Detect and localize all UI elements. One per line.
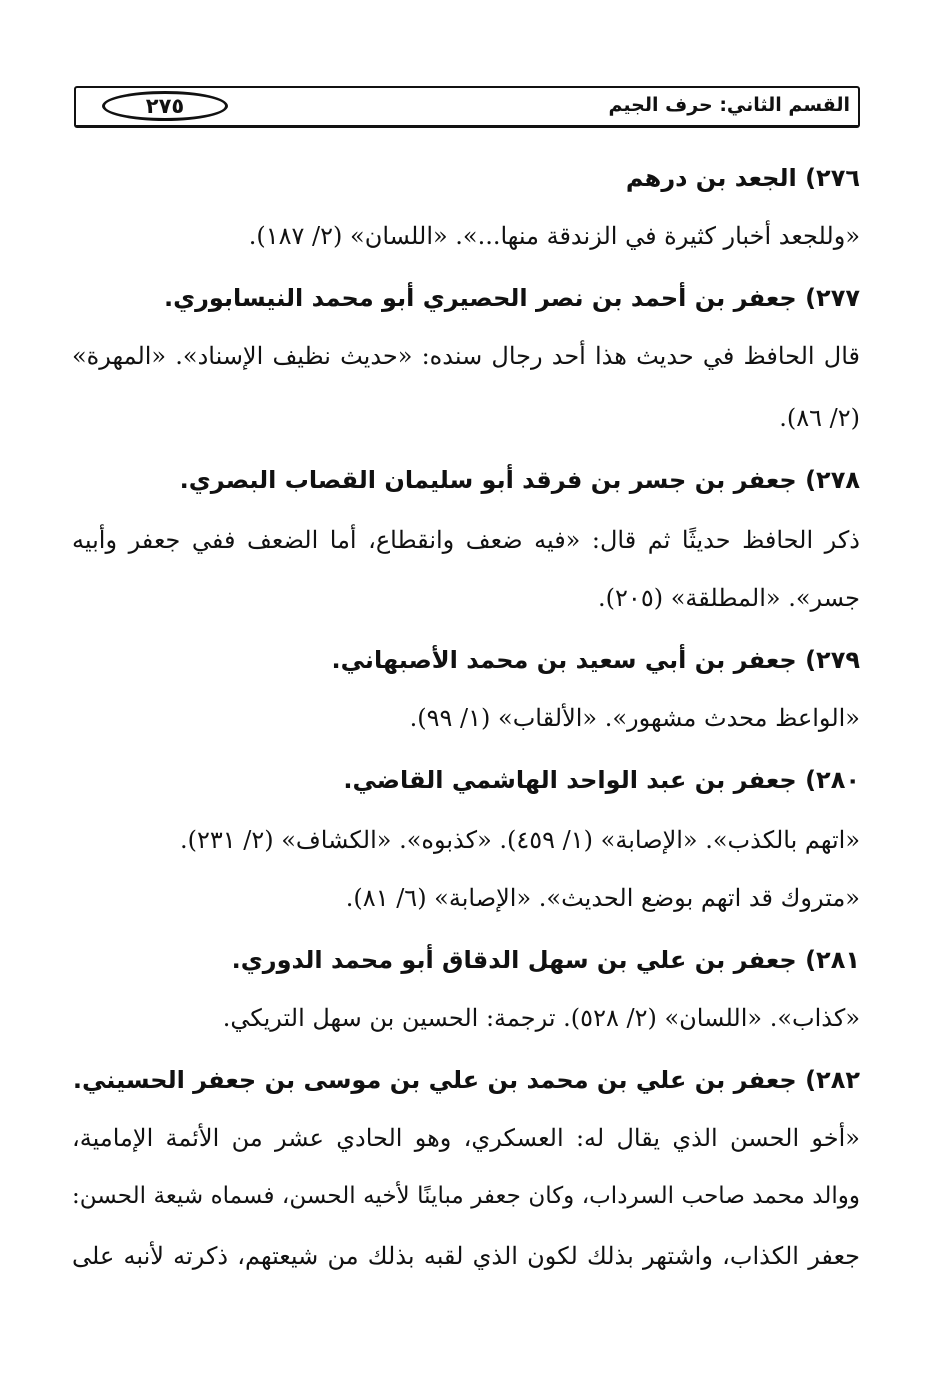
entry-281-text: «كذاب». «اللسان» (٢/ ٥٢٨). ترجمة: الحسين بن سهل التريكي. [222, 1004, 860, 1032]
entry-279-text: «الواعظ محدث مشهور». «الألقاب» (١/ ٩٩). [409, 704, 860, 732]
entry-282-text-line-2: ووالد محمد صاحب السرداب، وكان جعفر مباينًا لأخيه الحسن، فسماه شيعة الحسن: [72, 1183, 860, 1209]
entry-277-heading: ٢٧٧) جعفر بن أحمد بن نصر الحصيري أبو محمد النيسابوري. [163, 284, 860, 312]
entry-278-text-line-1: ذكر الحافظ حديثًا ثم قال: «فيه ضعف وانقطاع، أما الضعف ففي جعفر وأبيه [72, 526, 860, 554]
entry-278-heading: ٢٧٨) جعفر بن جسر بن فرقد أبو سليمان القصاب البصري. [179, 466, 860, 494]
entry-282-heading: ٢٨٢) جعفر بن علي بن محمد بن علي بن موسى بن جعفر الحسيني. [72, 1066, 860, 1094]
entry-282-text-line-3: جعفر الكذاب، واشتهر بذلك لكون الذي لقبه بذلك من شيعتهم، ذكرته لأنبه على [72, 1242, 860, 1270]
entry-280-heading: ٢٨٠) جعفر بن عبد الواحد الهاشمي القاضي. [343, 766, 860, 794]
entry-277-text-line-2: (٢/ ٨٦). [779, 404, 860, 432]
entry-280-text-line-1: «اتهم بالكذب». «الإصابة» (١/ ٤٥٩). «كذبوه». «الكشاف» (٢/ ٢٣١). [179, 826, 860, 854]
entry-278-text-line-2: جسر». «المطلقة» (٢٠٥). [598, 584, 860, 612]
entry-280-text-line-2: «متروك قد اتهم بوضع الحديث». «الإصابة» (٦/ ٨١). [345, 884, 860, 912]
entry-277-text-line-1: قال الحافظ في حديث هذا أحد رجال سنده: «حديث نظيف الإسناد». «المهرة» [72, 342, 860, 370]
entry-281-heading: ٢٨١) جعفر بن علي بن سهل الدقاق أبو محمد الدوري. [231, 946, 860, 974]
header-title: القسم الثاني: حرف الجيم [608, 94, 850, 116]
entry-276-text: «وللجعد أخبار كثيرة في الزندقة منها...». «اللسان» (٢/ ١٨٧). [248, 222, 860, 250]
entry-279-heading: ٢٧٩) جعفر بن أبي سعيد بن محمد الأصبهاني. [331, 646, 860, 674]
entry-282-text-line-1: «أخو الحسن الذي يقال له: العسكري، وهو الحادي عشر من الأئمة الإمامية، [72, 1124, 860, 1152]
running-header [74, 86, 860, 128]
entry-276-heading: ٢٧٦) الجعد بن درهم [625, 164, 860, 192]
page-number: ٢٧٥ [102, 91, 228, 121]
